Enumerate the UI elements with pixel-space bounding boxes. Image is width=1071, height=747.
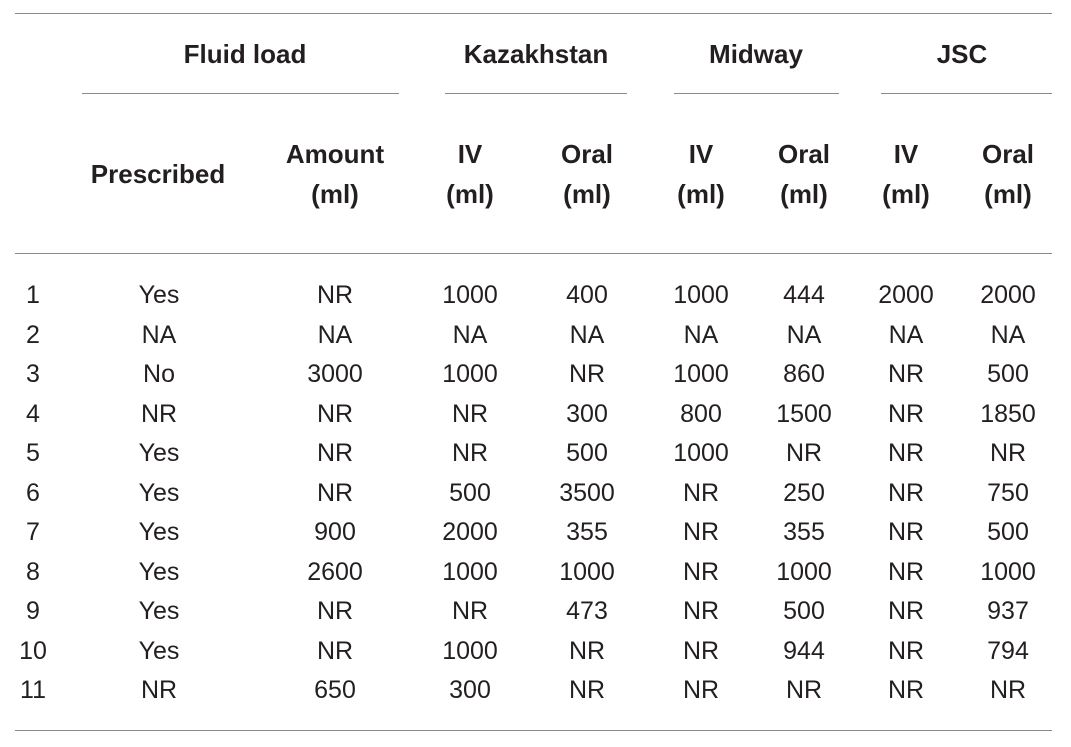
table-cell: NA: [888, 320, 924, 349]
table-cell: NR: [682, 676, 720, 704]
group-rule-fluid-load: [82, 93, 399, 94]
table-cell: NR: [887, 636, 925, 665]
table-cell: NR: [451, 399, 489, 428]
table-cell: 1000: [776, 557, 832, 586]
table-cell: 444: [783, 281, 825, 309]
group-header-jsc: JSC: [936, 39, 988, 69]
table-cell: NA: [317, 320, 353, 349]
table-cell: NA: [569, 320, 605, 349]
table-cell: 3500: [559, 478, 615, 507]
table-cell: 1850: [980, 399, 1036, 428]
table-cell: 750: [987, 478, 1029, 507]
group-rule-jsc: [881, 93, 1052, 94]
table-cell: NR: [682, 478, 720, 507]
table-cell: NR: [316, 478, 354, 507]
table-cell: NR: [140, 676, 178, 704]
table-cell: NR: [451, 597, 489, 625]
table-cell: NR: [682, 597, 720, 625]
table-cell: 500: [987, 360, 1029, 388]
table-cell: 2000: [442, 518, 498, 546]
table-cell: No: [143, 360, 175, 388]
table-cell: 944: [783, 636, 825, 665]
table-cell: NR: [887, 360, 925, 388]
table-cell: 500: [987, 518, 1029, 546]
table-cell: Yes: [138, 281, 180, 309]
table-cell: 355: [783, 518, 825, 546]
column-header-kazakhstan-iv: [446, 134, 494, 214]
table-cell: NR: [316, 439, 354, 467]
table-cell: NR: [568, 636, 606, 665]
group-header-fluid-load: Fluid load: [183, 39, 307, 69]
table-cell: NR: [568, 360, 606, 388]
row-id: 1: [26, 281, 40, 309]
row-id: 5: [26, 439, 40, 467]
table-cell: NR: [316, 597, 354, 625]
table-cell: 1000: [673, 281, 729, 309]
table-cell: 500: [783, 597, 825, 625]
column-header-line1: IV: [688, 139, 714, 169]
table-cell: 2000: [878, 281, 934, 309]
row-id: 4: [26, 399, 40, 428]
table-cell: NR: [316, 399, 354, 428]
table-cell: Yes: [138, 636, 180, 665]
column-header-line2: (ml): [446, 179, 494, 209]
row-id: 11: [20, 676, 46, 704]
table-cell: 300: [566, 399, 608, 428]
table-cell: 355: [566, 518, 608, 546]
column-header-jsc-oral: [982, 134, 1034, 214]
table-cell: 1000: [673, 360, 729, 388]
table-cell: NR: [887, 399, 925, 428]
table-cell: NR: [682, 518, 720, 546]
table-cell: NR: [682, 557, 720, 586]
table-cell: 250: [783, 478, 825, 507]
table-cell: 300: [449, 676, 491, 704]
table-cell: NR: [682, 636, 720, 665]
column-header-midway-oral: [778, 134, 830, 214]
table-cell: NA: [683, 320, 719, 349]
table-cell: 500: [566, 439, 608, 467]
table-cell: Yes: [138, 597, 180, 625]
table-cell: 1000: [980, 557, 1036, 586]
column-header-line1: IV: [457, 139, 483, 169]
table-cell: Yes: [138, 557, 180, 586]
table-cell: 500: [449, 478, 491, 507]
table-cell: 1000: [559, 557, 615, 586]
table-cell: NR: [887, 478, 925, 507]
table-cell: 2600: [307, 557, 363, 586]
group-header-kazakhstan: Kazakhstan: [463, 39, 609, 69]
table-cell: 800: [680, 399, 722, 428]
table-cell: NR: [989, 439, 1027, 467]
column-header-line1: IV: [893, 139, 919, 169]
bottom-rule: [15, 730, 1052, 731]
column-header-jsc-iv: [882, 134, 930, 214]
table-cell: 794: [987, 636, 1029, 665]
table-cell: Yes: [138, 518, 180, 546]
column-header-kazakhstan-oral: [561, 134, 613, 214]
column-header-line1: Oral: [981, 139, 1035, 169]
column-header-line2: (ml): [780, 179, 828, 209]
table-cell: NR: [887, 518, 925, 546]
table-cell: NR: [887, 676, 925, 704]
table-cell: 2000: [980, 281, 1036, 309]
column-header-line2: (ml): [311, 179, 359, 209]
row-id: 3: [26, 360, 40, 388]
table-cell: NA: [786, 320, 822, 349]
row-id: 7: [26, 518, 40, 546]
table-cell: 650: [314, 676, 356, 704]
table-cell: 1000: [442, 360, 498, 388]
column-header-midway-iv: [677, 134, 725, 214]
table-cell: NR: [785, 439, 823, 467]
row-id: 10: [19, 636, 47, 665]
top-rule: [15, 13, 1052, 14]
column-header-prescribed: Prescribed: [90, 159, 226, 189]
column-header-line1: Oral: [777, 139, 831, 169]
table-cell: NR: [140, 399, 178, 428]
table-cell: 400: [566, 281, 608, 309]
table-cell: NA: [990, 320, 1026, 349]
row-id: 2: [26, 320, 40, 349]
column-header-line2: (ml): [984, 179, 1032, 209]
table-cell: NR: [785, 676, 823, 704]
table-cell: 1000: [442, 636, 498, 665]
column-header-amount: [286, 134, 384, 214]
table-cell: NR: [316, 281, 354, 309]
table-cell: 860: [783, 360, 825, 388]
table-cell: NR: [568, 676, 606, 704]
table-cell: 1500: [776, 399, 832, 428]
table-cell: 1000: [442, 557, 498, 586]
group-header-midway: Midway: [709, 39, 803, 69]
table-cell: NR: [887, 439, 925, 467]
table-cell: 3000: [307, 360, 363, 388]
column-header-line1: Oral: [560, 139, 614, 169]
table-cell: Yes: [138, 478, 180, 507]
table-cell: Yes: [138, 439, 180, 467]
row-id: 9: [26, 597, 40, 625]
table-cell: NR: [451, 439, 489, 467]
table-cell: NR: [316, 636, 354, 665]
table-cell: NA: [452, 320, 488, 349]
table-cell: NR: [887, 597, 925, 625]
column-header-line2: (ml): [677, 179, 725, 209]
group-rule-midway: [674, 93, 839, 94]
table-cell: 1000: [442, 281, 498, 309]
group-rule-kazakhstan: [445, 93, 627, 94]
table-cell: NA: [141, 320, 177, 349]
column-header-line1: Amount: [285, 139, 385, 169]
row-id: 6: [26, 478, 40, 507]
row-id: 8: [26, 557, 40, 586]
table-cell: 900: [314, 518, 356, 546]
table-cell: 937: [987, 597, 1029, 625]
table-cell: 1000: [673, 439, 729, 467]
column-header-line2: (ml): [882, 179, 930, 209]
table-cell: 473: [566, 597, 608, 625]
header-rule: [15, 253, 1052, 254]
column-header-line2: (ml): [563, 179, 611, 209]
table-cell: NR: [887, 557, 925, 586]
table-cell: NR: [989, 676, 1027, 704]
